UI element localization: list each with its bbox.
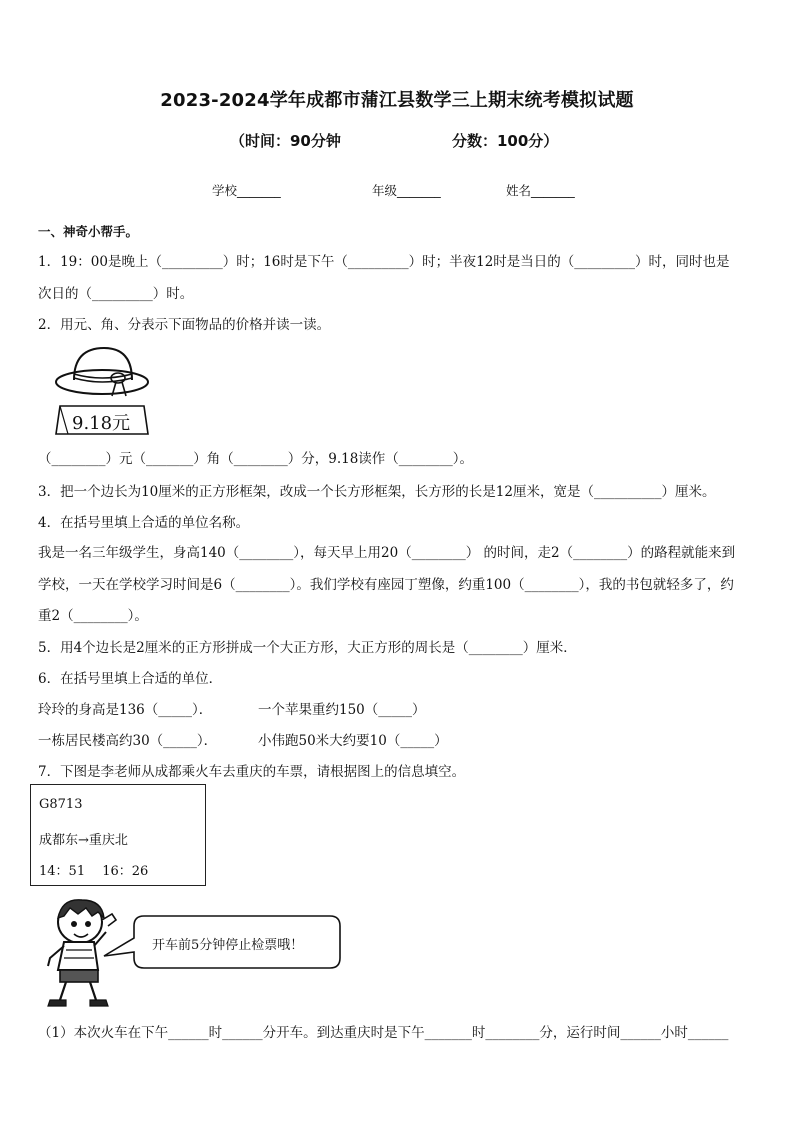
ticket-route: 成都东→重庆北: [39, 833, 128, 848]
exam-time: （时间：90分钟: [230, 132, 341, 150]
q5-text: 5．用4个边长是2厘米的正方形拼成一个大正方形，大正方形的周长是（________）厘米．: [38, 640, 577, 656]
q6-item2: 一个苹果重约150（_____）: [258, 702, 426, 718]
grade-field[interactable]: 年级_______: [372, 183, 441, 198]
ticket-times: 14：51 16：26: [39, 864, 149, 879]
speech-text: 开车前5分钟停止检票哦！: [152, 938, 304, 953]
q6-text: 6．在括号里填上合适的单位．: [38, 671, 223, 687]
q4-line1: 我是一名三年级学生，身高140（________），每天早上用20（________） 的时间，走2（________）的路程就能来到: [38, 545, 736, 561]
q4-line3: 重2（________）。: [38, 608, 148, 624]
section-title: 一、神奇小帮手。: [38, 224, 139, 239]
q6-item4: 小伟跑50米大约要10（_____）: [258, 733, 448, 749]
q4-text: 4．在括号里填上合适的单位名称。: [38, 515, 250, 531]
q1-line2: 次日的（_________）时。: [38, 286, 194, 302]
q6-item3: 一栋居民楼高约30（_____）．: [38, 733, 218, 749]
q1-line1: 1．19：00是晚上（_________）时；16时是下午（_________）时；半夜12时是当日的（_________）时，同时也是: [38, 254, 730, 270]
ticket-train-number: G8713: [39, 797, 83, 812]
q3-text: 3．把一个边长为10厘米的正方形框架，改成一个长方形框架，长方形的长是12厘米，宽是（__________）厘米。: [38, 484, 716, 500]
price-tag: 9.18元: [72, 413, 131, 434]
q7-text: 7．下图是李老师从成都乘火车去重庆的车票，请根据图上的信息填空。: [38, 764, 466, 780]
name-field[interactable]: 姓名_______: [506, 183, 575, 198]
school-field[interactable]: 学校_______: [212, 183, 281, 198]
exam-score: 分数：100分）: [452, 132, 559, 150]
q2-answer: （________）元（_______）角（________）分，9.18读作（________）。: [38, 451, 474, 467]
page-title: 2023-2024学年成都市蒲江县数学三上期末统考模拟试题: [160, 90, 634, 111]
q2-text: 2．用元、角、分表示下面物品的价格并读一读。: [38, 317, 331, 333]
train-ticket: [30, 784, 206, 886]
q4-line2: 学校，一天在学校学习时间是6（________）。我们学校有座园丁塑像，约重100（________），我的书包就轻多了，约: [38, 577, 734, 593]
q7-sub1: （1）本次火车在下午______时______分开车。到达重庆时是下午_______时________分，运行时间______小时______: [38, 1025, 729, 1041]
q6-item1: 玲玲的身高是136（_____）．: [38, 702, 213, 718]
